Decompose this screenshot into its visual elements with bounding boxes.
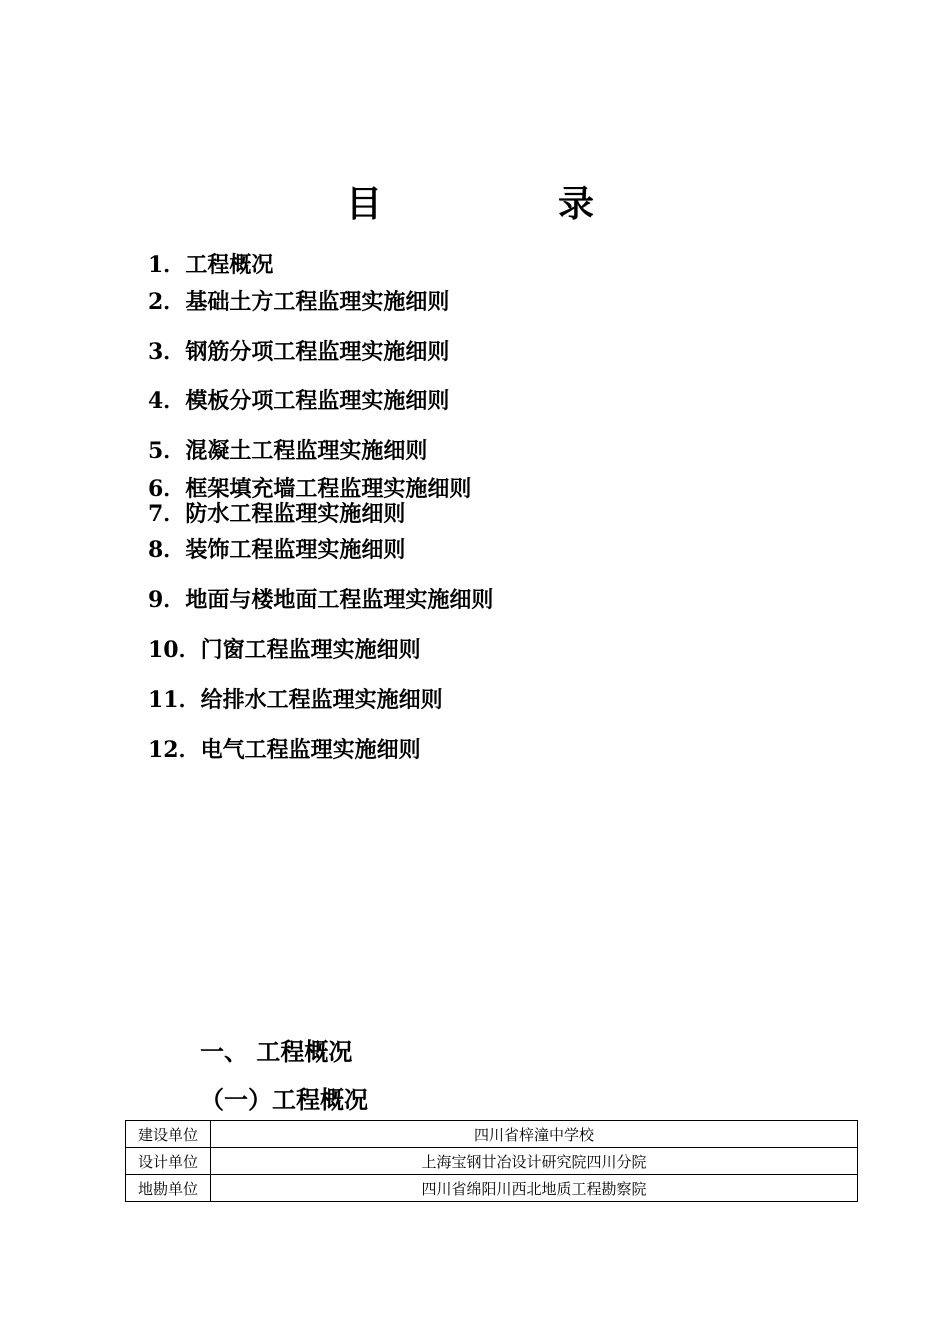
toc-item-text: 钢筋分项工程监理实施细则 — [185, 339, 450, 365]
table-cell-label: 地勘单位 — [126, 1175, 211, 1202]
toc-item — [148, 533, 405, 564]
toc-item-number: 9． — [148, 587, 186, 613]
table-cell-value: 四川省绵阳川西北地质工程勘察院 — [211, 1175, 858, 1202]
toc-item-number: 2． — [148, 289, 186, 315]
toc-item-number: 6． — [148, 476, 186, 502]
table-row — [126, 1175, 858, 1202]
toc-item-text: 防水工程监理实施细则 — [185, 501, 406, 527]
toc-title: 目 录 — [345, 183, 664, 225]
toc-item — [148, 497, 405, 528]
toc-item-text: 基础土方工程监理实施细则 — [185, 289, 450, 315]
toc-item-number: 5． — [148, 438, 186, 464]
table-cell-label: 建设单位 — [126, 1121, 211, 1148]
toc-item-number: 1． — [148, 252, 186, 278]
table-cell-value: 四川省梓潼中学校 — [211, 1121, 858, 1148]
toc-item-text: 门窗工程监理实施细则 — [200, 637, 421, 663]
toc-item — [148, 633, 421, 664]
toc-item-number: 3． — [148, 339, 186, 365]
toc-item-number: 12． — [148, 737, 201, 763]
toc-item-number: 11． — [148, 687, 201, 713]
toc-item-number: 4． — [148, 388, 186, 414]
toc-item-text: 给排水工程监理实施细则 — [200, 687, 443, 713]
toc-item — [148, 434, 427, 465]
toc-item-text: 工程概况 — [185, 252, 274, 278]
toc-item-text: 框架填充墙工程监理实施细则 — [185, 476, 472, 502]
table-row — [126, 1148, 858, 1175]
table-cell-label: 设计单位 — [126, 1148, 211, 1175]
toc-item-number: 7． — [148, 501, 186, 527]
toc-item — [148, 248, 273, 279]
toc-item — [148, 285, 449, 316]
toc-item-number: 8． — [148, 537, 186, 563]
section-subheading: （一）工程概况 — [200, 1085, 368, 1114]
table-row — [126, 1121, 858, 1148]
table-cell-value: 上海宝钢廿冶设计研究院四川分院 — [211, 1148, 858, 1175]
toc-item — [148, 683, 443, 714]
toc-item — [148, 335, 449, 366]
toc-item — [148, 583, 493, 614]
toc-item-text: 地面与楼地面工程监理实施细则 — [185, 587, 494, 613]
toc-item-text: 电气工程监理实施细则 — [200, 737, 421, 763]
toc-item — [148, 733, 421, 764]
toc-item-text: 装饰工程监理实施细则 — [185, 537, 406, 563]
project-info-table — [125, 1120, 858, 1202]
toc-item-text: 混凝土工程监理实施细则 — [185, 438, 428, 464]
section-heading: 一、 工程概况 — [200, 1037, 353, 1066]
toc-item-text: 模板分项工程监理实施细则 — [185, 388, 450, 414]
toc-item-number: 10． — [148, 637, 201, 663]
toc-item — [148, 384, 449, 415]
